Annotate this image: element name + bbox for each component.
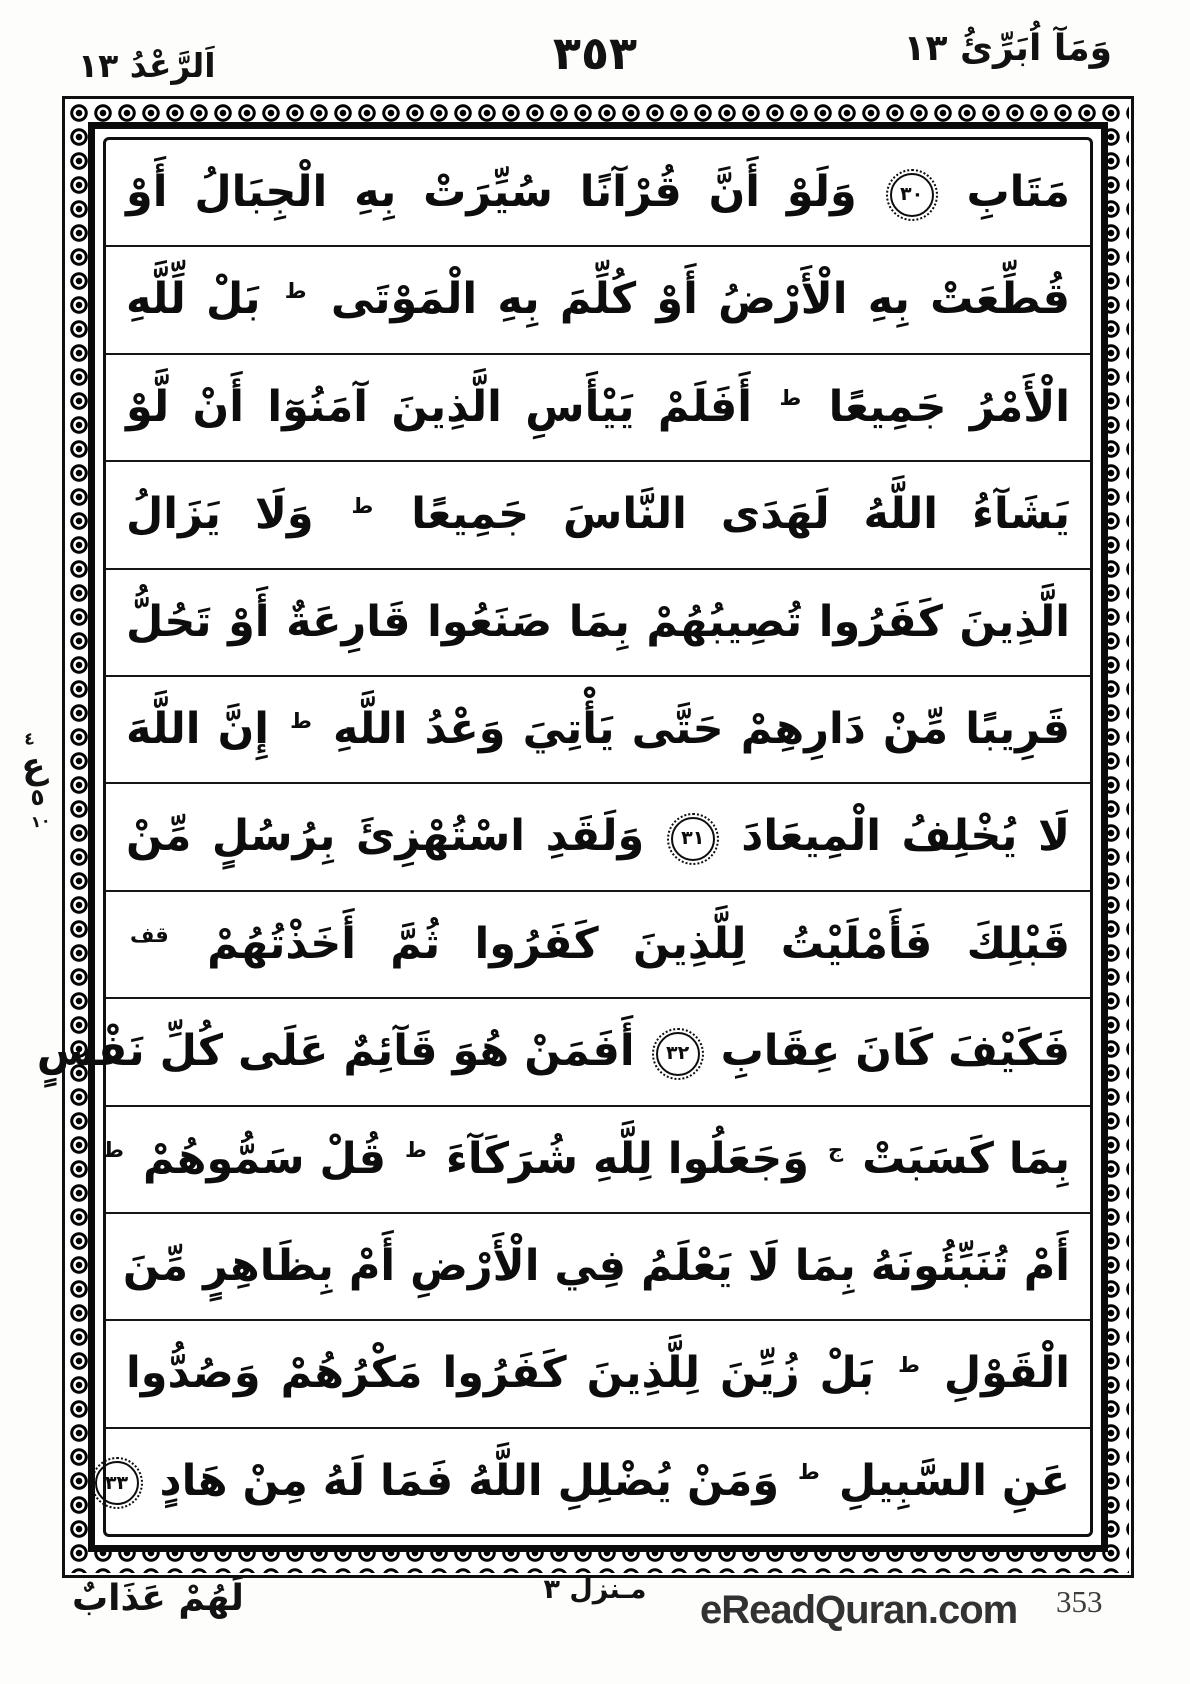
quran-line: أَمْ تُنَبِّئُونَهُ بِمَا لَا يَعْلَمُ فِي الْأَرْضِ أَمْ بِظَاهِرٍ مِّنَ xyxy=(106,1212,1090,1319)
catchword: لَهُمْ عَذَابٌ xyxy=(72,1578,244,1619)
quran-line: قُطِّعَتْ بِهِ الْأَرْضُ أَوْ كُلِّمَ بِهِ الْمَوْتَى $^ط$ بَلْ لِّلَّهِ xyxy=(106,245,1090,352)
ruku-number-middle: ٥ xyxy=(28,783,47,812)
quran-line: بِمَا كَسَبَتْ $^ج$ وَجَعَلُوا لِلَّهِ شُرَكَآءَ $^ط$ قُلْ سَمُّوهُمْ $^ط$ xyxy=(106,1105,1090,1212)
quran-line: عَنِ السَّبِيلِ $^ط$ وَمَنْ يُضْلِلِ اللَّهُ فَمَا لَهُ مِنْ هَادٍ ٣٣ xyxy=(106,1427,1090,1534)
quran-line: الْأَمْرُ جَمِيعًا $^ط$ أَفَلَمْ يَيْأَسِ الَّذِينَ آمَنُوٓا أَنْ لَّوْ xyxy=(106,353,1090,460)
quran-line: قَبْلِكَ فَأَمْلَيْتُ لِلَّذِينَ كَفَرُوا ثُمَّ أَخَذْتُهُمْ $^{قف}$ xyxy=(106,890,1090,997)
waqf-mark: ط xyxy=(898,1352,920,1377)
surah-name: اَلرَّعْدُ ١٣ xyxy=(78,46,216,85)
quran-line: الْقَوْلِ $^ط$ بَلْ زُيِّنَ لِلَّذِينَ كَفَرُوا مَكْرُهُمْ وَصُدُّوا xyxy=(106,1319,1090,1426)
ayah-marker: ٣١ xyxy=(671,817,715,861)
waqf-mark: ط xyxy=(284,279,307,304)
quran-line: لَا يُخْلِفُ الْمِيعَادَ ٣١ وَلَقَدِ اسْتُهْزِئَ بِرُسُلٍ مِّنْ xyxy=(106,782,1090,889)
waqf-mark: ط xyxy=(405,1138,427,1163)
quran-line: فَكَيْفَ كَانَ عِقَابِ ٣٢ أَفَمَنْ هُوَ قَآئِمٌ عَلَى كُلِّ نَفْسٍ xyxy=(106,997,1090,1104)
waqf-mark: ط xyxy=(779,386,802,411)
ruku-margin-marker xyxy=(1,727,69,835)
quran-line: قَرِيبًا مِّنْ دَارِهِمْ حَتَّى يَأْتِيَ وَعْدُ اللَّهِ $^ط$ إِنَّ اللَّهَ xyxy=(106,675,1090,782)
ayah-marker: ٣٠ xyxy=(890,173,934,217)
waqf-mark: ط xyxy=(102,1138,124,1163)
quran-line: مَتَابِ ٣٠ وَلَوْ أَنَّ قُرْآنًا سُيِّرَتْ بِهِ الْجِبَالُ أَوْ xyxy=(126,167,1070,217)
waqf-mark: ج xyxy=(827,1138,844,1163)
juz-name: وَمَآ اُبَرِّئُ ١٣ xyxy=(903,28,1112,69)
quran-line: الَّذِينَ كَفَرُوا تُصِيبُهُمْ بِمَا صَنَعُوا قَارِعَةٌ أَوْ تَحُلُّ xyxy=(106,568,1090,675)
ayah-marker: ٣٢ xyxy=(656,1032,700,1076)
page-number: 353 xyxy=(1056,1584,1103,1619)
page-number-arabic: ٣٥٣ xyxy=(552,26,638,80)
quran-line: يَشَآءُ اللَّهُ لَهَدَى النَّاسَ جَمِيعًا $^ط$ وَلَا يَزَالُ xyxy=(106,460,1090,567)
watermark: eReadQuran.com xyxy=(700,1588,1018,1632)
waqf-mark: قف xyxy=(130,923,169,948)
ayah-marker: ٣٣ xyxy=(95,1461,139,1505)
waqf-mark: ط xyxy=(351,493,374,518)
ruku-number-top: ٤ xyxy=(22,728,36,751)
manzil-label: مـنزل ٣ xyxy=(543,1574,647,1605)
ruku-ain-symbol: ع xyxy=(17,744,49,789)
waqf-mark: ط xyxy=(290,708,312,733)
ruku-number-bottom: ١٠ xyxy=(29,810,52,833)
waqf-mark: ط xyxy=(798,1460,820,1485)
